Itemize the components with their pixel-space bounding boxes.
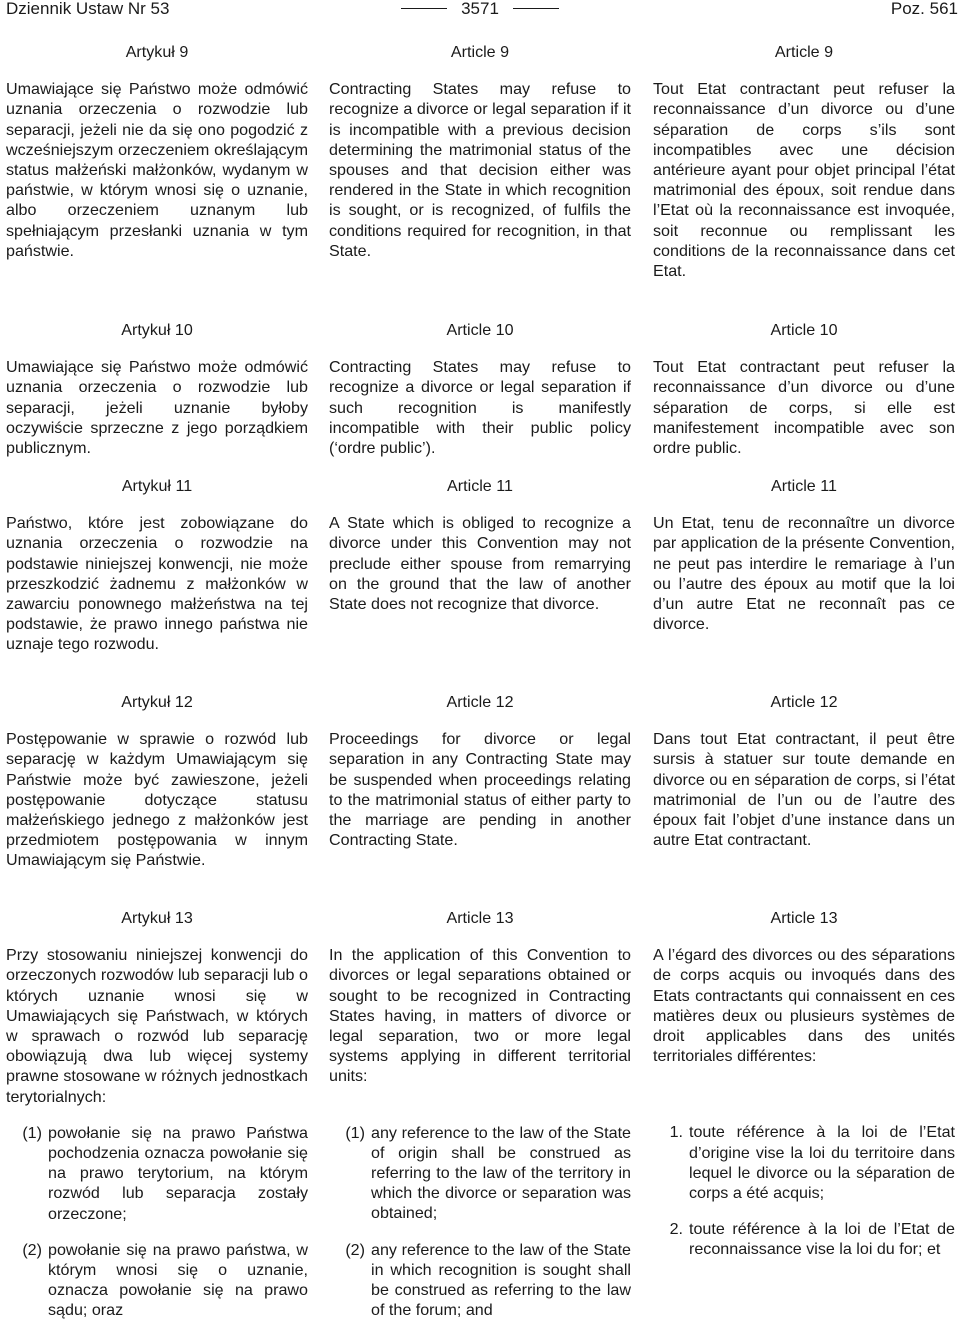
article-13-pl [6,908,308,1321]
article-12-pl [6,692,308,871]
article-text: A l’égard des divorces ou des séparations de corps acquis ou invoqués dans des Etats contractants qui connaissent en ces matières deux ou plusieurs systèmes de droit applicables dans des unités territoriales différentes: [653,946,955,1066]
article-13-en [329,908,631,1320]
list-item [659,1219,955,1259]
article-heading: Article 13 [770,909,838,927]
article-11-en [329,476,631,614]
page-number-block [0,0,960,17]
article-heading: Article 11 [771,477,837,495]
article-text: Dans tout Etat contractant, il peut être sursis à statuer sur toute demande en divorce ou en séparation de corps, si l’état matrimonial de l’un ou de l’autre des époux fait l’objet d’une instance dans un autre Etat contractant. [653,730,955,850]
article-9-pl [6,42,308,261]
list-item [337,1240,631,1321]
list-item [6,1123,308,1224]
article-heading: Artykuł 11 [121,477,193,495]
list-item-number: 1. [669,1123,683,1142]
article-heading: Artykuł 10 [121,321,193,339]
page-number: 3571 [461,0,499,18]
article-text: Un Etat, tenu de reconnaître un divorce par application de la présente Convention, ne peut pas interdire le remariage à l’un ou l’autre des époux au motif que la loi d’un autre Etat ne reconnaît pas ce divorce. [653,514,955,634]
article-heading: Article 11 [447,477,513,495]
article-text: Przy stosowaniu niniejszej konwencji do orzeczonych rozwodów lub separacji lub o których uznanie wnosi się w Umawiających się Państwach, w których w sprawach o rozwód lub separację obowiązują dwa lub więcej systemy prawne stosowane w różnych jednostkach terytorialnych: [6,946,308,1106]
list-item-number: (1) [22,1123,42,1142]
article-10-fr [653,320,955,458]
article-text: Umawiające się Państwo może odmówić uznania orzeczenia o rozwodzie lub separacji, jeżeli nie da się ono pogodzić z wcześniejszym orzeczeniem określającym status małżeński małżonków, wydanym w państwie, w którym wnosi się o uznanie, albo orzeczeniem uznanym lub spełniającym przesłanki uznania w tym państwie. [6,80,308,260]
article-12-fr [653,692,955,850]
journal-title: Dziennik Ustaw Nr 53 [6,0,170,18]
list-item-text: powołanie się na prawo państwa, w którym wnosi się o uznanie, oznacza powołanie się na prawo sądu; oraz [48,1240,308,1320]
page-number-dash-left [401,8,447,9]
article-heading: Article 9 [450,43,510,61]
article-heading: Article 10 [770,321,838,339]
position-number: Poz. 561 [890,0,958,18]
article-text: Umawiające się Państwo może odmówić uznania orzeczenia o rozwodzie lub separacji, jeżeli uznanie byłoby oczywiście sprzeczne z jego porządkiem publicznym. [6,358,308,458]
article-13-fr [653,908,955,1260]
article-heading: Article 12 [770,693,838,711]
page-header [0,0,960,26]
article-heading: Article 13 [446,909,514,927]
article-heading: Artykuł 9 [125,43,189,61]
list-item-text: any reference to the law of the State of origin shall be construed as referring to the law of the territory in which the divorce or separation was obtained; [371,1123,631,1223]
article-heading: Artykuł 13 [121,909,193,927]
article-text: Contracting States may refuse to recognize a divorce or legal separation if such recognition is manifestly incompatible with their public policy (‘ordre public’). [329,358,631,458]
article-11-pl [6,476,308,655]
article-10-pl [6,320,308,458]
list-item-number: (2) [22,1240,42,1259]
list-item-text: toute référence à la loi de l’Etat d’origine vise la loi du territoire dans lequel le divorce ou la séparation de corps a été acquis; [689,1123,955,1203]
article-text: Tout Etat contractant peut refuser la reconnaissance d’un divorce ou d’une séparation de corps s’ils sont incompatibles avec une décision antérieure ayant pour objet principal l’état matrimonial des époux, soit rendue dans l’Etat où la reconnaissance est invoquée, soit reconnue ou remplissant les conditions de la reconnaissance dans cet Etat. [653,80,955,281]
article-text: Postępowanie w sprawie o rozwód lub separację w każdym Umawiającym się Państwie może być zawieszone, jeżeli postępowanie dotyczące statusu małżeńskiego jednego z małżonków jest przedmiotem postępowania w innym Umawiającym się Państwie. [6,730,308,870]
article-text: A State which is obliged to recognize a divorce under this Convention may not preclude either spouse from remarrying on the ground that the law of another State does not recognize that divorce. [329,514,631,614]
list-item [6,1240,308,1321]
article-12-en [329,692,631,850]
list-item-number: (2) [345,1240,365,1259]
article-text: Państwo, które jest zobowiązane do uznania orzeczenia o rozwodzie na podstawie niniejszej konwencji, nie może przeszkodzić żadnemu z małżonków w zawarciu ponownego małżeństwa na tej podstawie, że prawo innego państwa nie uznaje tego rozwodu. [6,514,308,654]
article-10-en [329,320,631,458]
list-item [337,1123,631,1224]
article-text: Contracting States may refuse to recognize a divorce or legal separation if it is incompatible with a previous decision determining the matrimonial status of the spouses and that decision either was rendered in the State in which recognition is sought, or is recognized, of fulfils the conditions required for recognition, in that State. [329,80,631,260]
article-9-fr [653,42,955,281]
article-text: In the application of this Convention to divorces or legal separations obtained or sought to be recognized in Contracting States having, in matters of divorce or legal separation, two or more legal systems applying in different territorial units: [329,946,631,1086]
page-number-dash-right [513,8,559,9]
list-item [659,1122,955,1203]
article-heading: Artykuł 12 [121,693,193,711]
article-heading: Article 12 [446,693,514,711]
article-text: Tout Etat contractant peut refuser la reconnaissance d’un divorce ou d’une séparation de corps, si elle est manifestement incompatible avec son ordre public. [653,358,955,458]
article-heading: Article 10 [446,321,514,339]
article-11-fr [653,476,955,634]
article-9-en [329,42,631,261]
article-heading: Article 9 [774,43,834,61]
list-item-number: (1) [345,1123,365,1142]
list-item-text: powołanie się na prawo Państwa pochodzenia oznacza powołanie się na prawo terytorium, na którym rozwód lub separacja zostały orzeczone; [48,1123,308,1223]
list-item-text: toute référence à la loi de l’Etat de reconnaissance vise la loi du for; et [689,1220,955,1259]
list-item-number: 2. [669,1220,683,1239]
article-text: Proceedings for divorce or legal separation in any Contracting State may be suspended when proceedings relating to the matrimonial status of either party to the marriage are pending in another Contracting State. [329,730,631,850]
list-item-text: any reference to the law of the State in which recognition is sought shall be construed as referring to the law of the forum; and [371,1240,631,1320]
